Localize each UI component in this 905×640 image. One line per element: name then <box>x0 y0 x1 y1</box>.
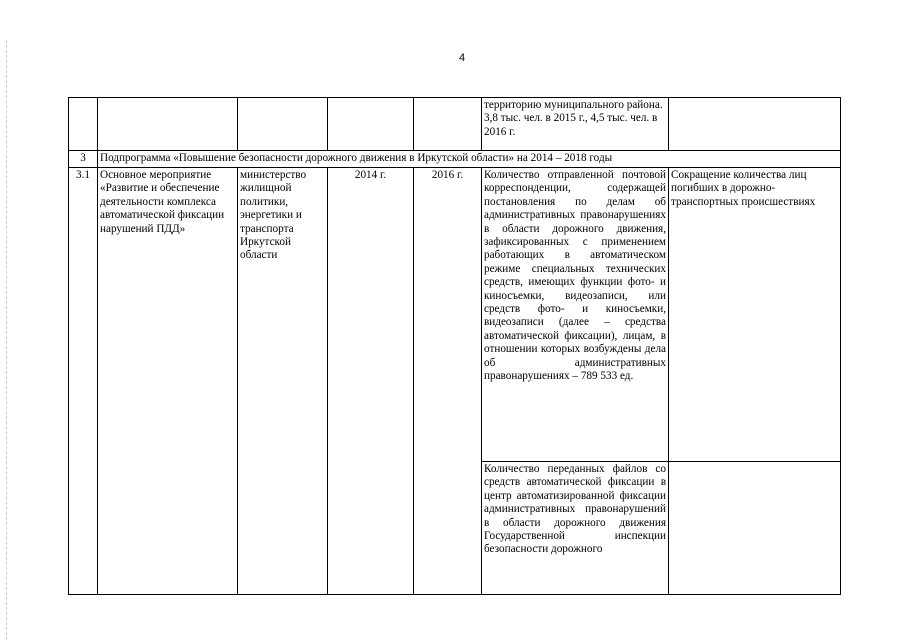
item-name: Основное мероприятие «Развитие и обеспечение деятельности комплекса автоматической фиксации нарушений ПДД» <box>98 168 238 595</box>
margin-line <box>6 40 7 640</box>
item-indicator-1: Количество отправленной почтовой корреспонденции, содержащей постановления по делам об административных правонарушениях в области дорожного движения, зафиксированных с применением работающих в автоматическом режиме специальных технических средств, имеющих функции фото- и киносъемки, видеозаписи, или средств фото- и киносъемки, видеозаписи (далее – средства автоматической фиксации), лицам, в отношении которых возбуждены дела об административных правонарушениях – 789 533 ед. <box>482 168 669 462</box>
subprogram-title: Подпрограмма «Повышение безопасности дорожного движения в Иркутской области» на 2014 – 2018 годы <box>98 151 841 168</box>
item-end-year: 2016 г. <box>414 168 482 595</box>
cell-empty <box>328 98 414 151</box>
item-number: 3.1 <box>69 168 98 595</box>
item-result: Сокращение количества лиц погибших в дорожно-транспортных происшествиях <box>669 168 841 462</box>
cell-empty <box>69 98 98 151</box>
cell-empty <box>98 98 238 151</box>
continuation-indicator: территорию муниципального района. 3,8 тыс. чел. в 2015 г., 4,5 тыс. чел. в 2016 г. <box>482 98 669 151</box>
item-row <box>69 168 841 462</box>
cell-empty <box>669 98 841 151</box>
cell-empty <box>414 98 482 151</box>
subprogram-number: 3 <box>69 151 98 168</box>
page-number: 4 <box>458 52 466 64</box>
cell-empty <box>238 98 328 151</box>
continuation-row <box>69 98 841 151</box>
program-table <box>68 97 841 595</box>
subprogram-row <box>69 151 841 168</box>
item-executor: министерство жилищной политики, энергетики и транспорта Иркутской области <box>238 168 328 595</box>
cell-empty <box>669 462 841 595</box>
item-indicator-2: Количество переданных файлов со средств автоматической фиксации в центр автоматизированной фиксации административных правонарушений в области дорожного движения Государственной инспекции безопасности дорожного <box>482 462 669 595</box>
item-start-year: 2014 г. <box>328 168 414 595</box>
